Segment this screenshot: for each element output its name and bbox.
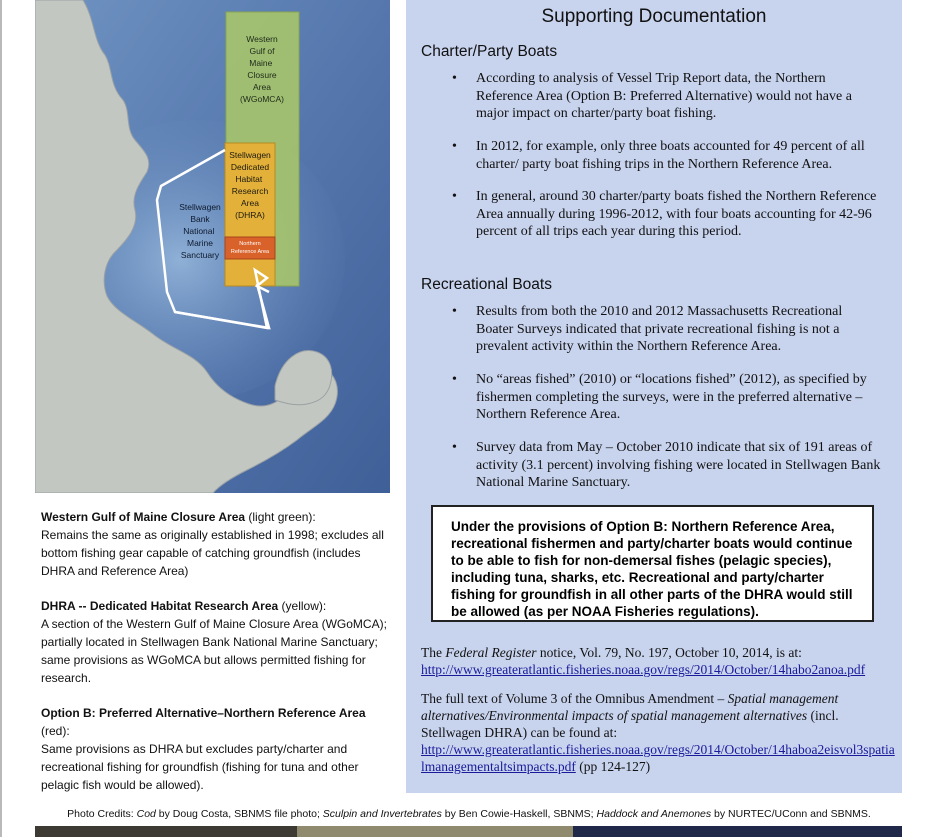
legend-dhra-note: (yellow):	[278, 599, 327, 613]
supporting-documentation-panel	[406, 0, 902, 793]
page-edge-line	[0, 0, 2, 837]
federal-register-link[interactable]: http://www.greateratlantic.fisheries.noaa.gov/regs/2014/October/14habo2anoa.pdf	[421, 662, 866, 677]
fr-suffix: notice, Vol. 79, No. 197, October 10, 2014, is at:	[536, 645, 802, 660]
legend-dhra	[41, 597, 396, 687]
label-sanctuary: Stellwagen Bank National Marine Sanctuary	[179, 202, 221, 260]
rec-bullet-2: No “areas fished” (2010) or “locations fished” (2012), as specified by fishermen completing the surveys, were in the preferred alternative – Northern Reference Area.	[476, 372, 867, 422]
omni-prefix: The full text of Volume 3 of the Omnibus Amendment –	[421, 691, 728, 706]
rec-bullet-1: Results from both the 2010 and 2012 Massachusetts Recreational Boater Surveys indicated that private recreational fishing is not a prevalent activity within the Northern Reference Area.	[476, 304, 843, 354]
recreational-heading: Recreational Boats	[421, 276, 552, 293]
omni-italic: Spatial management alternatives/Environmental impacts of spatial management alternatives	[421, 691, 839, 723]
panel-title: Supporting Documentation	[541, 6, 767, 27]
closure-area-map	[35, 0, 390, 493]
label-dhra: Stellwagen Dedicated Habitat Research Area (DHRA)	[229, 150, 271, 220]
legend-dhra-text: A section of the Western Gulf of Maine Closure Area (WGoMCA); partially located in Stellwagen Bank National Marine Sanctuary; same provisions as WGoMCA but allows permitted fishing for research.	[41, 617, 387, 685]
bullet-dot: •	[452, 189, 457, 204]
option-b-notice-box	[431, 505, 874, 622]
photo-credits	[0, 808, 938, 820]
legend-northern-text: Same provisions as DHRA but excludes party/charter and recreational fishing for groundfish (fishing for tuna and other pelagic fish would be allowed).	[41, 742, 359, 792]
bullet-dot: •	[452, 71, 457, 86]
bullet-dot: •	[452, 139, 457, 154]
credits-cod: Cod	[136, 808, 156, 820]
omni-suffix: (incl. Stellwagen DHRA) can be found at:	[421, 708, 839, 740]
fr-prefix: The	[421, 645, 446, 660]
legend-wgomca	[41, 508, 396, 580]
credits-by1: by Doug Costa, SBNMS file photo;	[155, 808, 323, 820]
credits-by2: by Ben Cowie-Haskell, SBNMS;	[441, 808, 597, 820]
legend-northern-title: Option B: Preferred Alternative–Northern Reference Area	[41, 706, 366, 720]
label-northern: Northern Reference Area	[230, 241, 270, 255]
legend-wgomca-title: Western Gulf of Maine Closure Area	[41, 510, 246, 524]
credits-haddock: Haddock and Anemones	[596, 808, 712, 820]
charter-bullet-3: In general, around 30 charter/party boats fished the Northern Reference Area annually during 1996-2012, with four boats accounting for 42-96 percent of all trips each year during this period.	[476, 189, 877, 239]
legend-northern-note: (red):	[41, 724, 70, 738]
bullet-dot: •	[452, 440, 457, 455]
credits-by3: by NURTEC/UConn and SBNMS.	[711, 808, 871, 820]
label-wgomca: Western Gulf of Maine Closure Area (WGoMCA)	[240, 34, 284, 104]
charter-bullet-1: According to analysis of Vessel Trip Report data, the Northern Reference Area (Option B: Preferred Alternative) would not have a major impact on charter/party boat fishing.	[476, 71, 852, 121]
legend-northern	[41, 704, 396, 794]
bullet-dot: •	[452, 372, 457, 387]
credits-prefix: Photo Credits:	[67, 808, 137, 820]
credits-sculpin: Sculpin and Invertebrates	[322, 808, 442, 820]
legend-dhra-title: DHRA -- Dedicated Habitat Research Area	[41, 599, 279, 613]
omnibus-link[interactable]: http://www.greateratlantic.fisheries.noaa.gov/regs/2014/October/14haboa2eisvol3spatialmanagementaltsimpacts.pdf	[421, 742, 895, 774]
option-b-notice-text: Under the provisions of Option B: Northern Reference Area, recreational fishermen and party/charter boats would continue to be able to fish for non-demersal fishes (pelagic species), including tuna, sharks, etc. Recreational and party/charter fishing for groundfish in all other parts of the DHRA would still be allowed (as per NOAA Fisheries regulations).	[451, 519, 853, 619]
photo-haddock	[573, 826, 902, 837]
omni-pages: (pp 124-127)	[575, 759, 651, 774]
omnibus-reference	[421, 690, 896, 775]
legend-wgomca-text: Remains the same as originally established in 1998; excludes all bottom fishing gear capable of catching groundfish (includes DHRA and Reference Area)	[41, 528, 384, 578]
photo-cod	[35, 826, 297, 837]
bullet-dot: •	[452, 304, 457, 319]
rec-bullet-3: Survey data from May – October 2010 indicate that six of 191 areas of activity (3.1 percent) involving fishing were located in Stellwagen Bank National Marine Sanctuary.	[476, 440, 881, 490]
charter-bullet-2: In 2012, for example, only three boats accounted for 49 percent of all charter/ party boat fishing trips in the Northern Reference Area.	[476, 139, 865, 172]
fr-italic: Federal Register	[445, 645, 537, 660]
legend-wgomca-note: (light green):	[245, 510, 316, 524]
federal-register-reference	[421, 644, 896, 678]
photo-sculpin	[297, 826, 573, 837]
charter-heading: Charter/Party Boats	[421, 43, 558, 60]
